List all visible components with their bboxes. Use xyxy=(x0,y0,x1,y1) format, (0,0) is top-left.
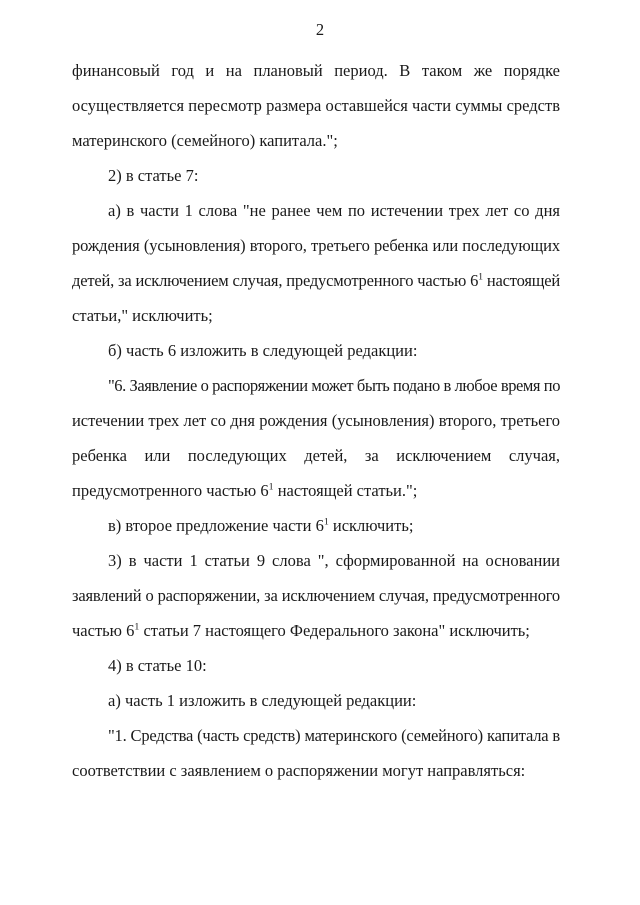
text-line xyxy=(72,648,560,683)
text-segment: 4) в статье 10: xyxy=(108,656,207,675)
text-segment: "6. Заявление о распоряжении может быть подано в любое время по xyxy=(108,376,560,395)
text-line xyxy=(72,123,560,158)
paragraph xyxy=(72,543,560,648)
text-segment: "1. Средства (часть средств) материнского (семейного) капитала в xyxy=(108,726,560,745)
text-segment: б) часть 6 изложить в следующей редакции: xyxy=(108,341,418,360)
text-segment: 2) в статье 7: xyxy=(108,166,199,185)
text-line xyxy=(72,473,560,508)
text-line xyxy=(72,613,560,648)
text-line xyxy=(72,158,560,193)
paragraph xyxy=(72,648,560,683)
text-line xyxy=(72,753,560,788)
superscript: 1 xyxy=(268,481,274,493)
text-segment: исключить; xyxy=(328,516,414,535)
text-line xyxy=(72,333,560,368)
text-segment: заявлений о распоряжении, за исключением случая, предусмотренного xyxy=(72,586,560,605)
text-segment: а) часть 1 изложить в следующей редакции: xyxy=(108,691,417,710)
text-segment: материнского (семейного) капитала."; xyxy=(72,131,338,150)
text-line xyxy=(72,578,560,613)
text-segment: детей, за исключением случая, предусмотренного частью 6 xyxy=(72,271,479,290)
text-line xyxy=(72,683,560,718)
text-segment: настоящей статьи."; xyxy=(273,481,418,500)
text-line xyxy=(72,718,560,753)
text-line xyxy=(72,228,560,263)
paragraph xyxy=(72,53,560,158)
text-segment: рождения (усыновления) второго, третьего ребенка или последующих xyxy=(72,236,560,255)
text-segment: предусмотренного частью 6 xyxy=(72,481,269,500)
text-line xyxy=(72,438,560,473)
document-body xyxy=(72,53,560,788)
paragraph xyxy=(72,333,560,368)
paragraph xyxy=(72,683,560,718)
text-line xyxy=(72,88,560,123)
text-segment: соответствии с заявлением о распоряжении могут направляться: xyxy=(72,761,526,780)
text-line xyxy=(72,403,560,438)
text-segment: 3) в части 1 статьи 9 слова ", сформированной на основании xyxy=(108,551,560,570)
superscript: 1 xyxy=(478,271,483,283)
text-segment: в) второе предложение части 6 xyxy=(108,516,324,535)
text-segment: осуществляется пересмотр размера оставшейся части суммы средств xyxy=(72,96,560,115)
text-line xyxy=(72,368,560,403)
text-segment: а) в части 1 слова "не ранее чем по истечении трех лет со дня xyxy=(108,201,560,220)
text-segment: статьи 7 настоящего Федерального закона" исключить; xyxy=(139,621,530,640)
text-line xyxy=(72,263,560,298)
text-line xyxy=(72,298,560,333)
text-line xyxy=(72,193,560,228)
paragraph xyxy=(72,158,560,193)
text-segment: статьи," исключить; xyxy=(72,306,213,325)
text-segment: ребенка или последующих детей, за исключением случая, xyxy=(72,446,560,465)
text-segment: частью 6 xyxy=(72,621,135,640)
page-number: 2 xyxy=(315,20,325,39)
paragraph xyxy=(72,718,560,788)
text-line xyxy=(72,543,560,578)
text-segment: финансовый год и на плановый период. В таком же порядке xyxy=(72,61,560,80)
text-line xyxy=(72,508,560,543)
text-line xyxy=(72,53,560,88)
paragraph xyxy=(72,368,560,508)
text-segment: истечении трех лет со дня рождения (усыновления) второго, третьего xyxy=(72,411,560,430)
superscript: 1 xyxy=(134,621,140,633)
text-segment: настоящей xyxy=(482,271,560,290)
paragraph xyxy=(72,193,560,333)
paragraph xyxy=(72,508,560,543)
superscript: 1 xyxy=(323,516,329,528)
